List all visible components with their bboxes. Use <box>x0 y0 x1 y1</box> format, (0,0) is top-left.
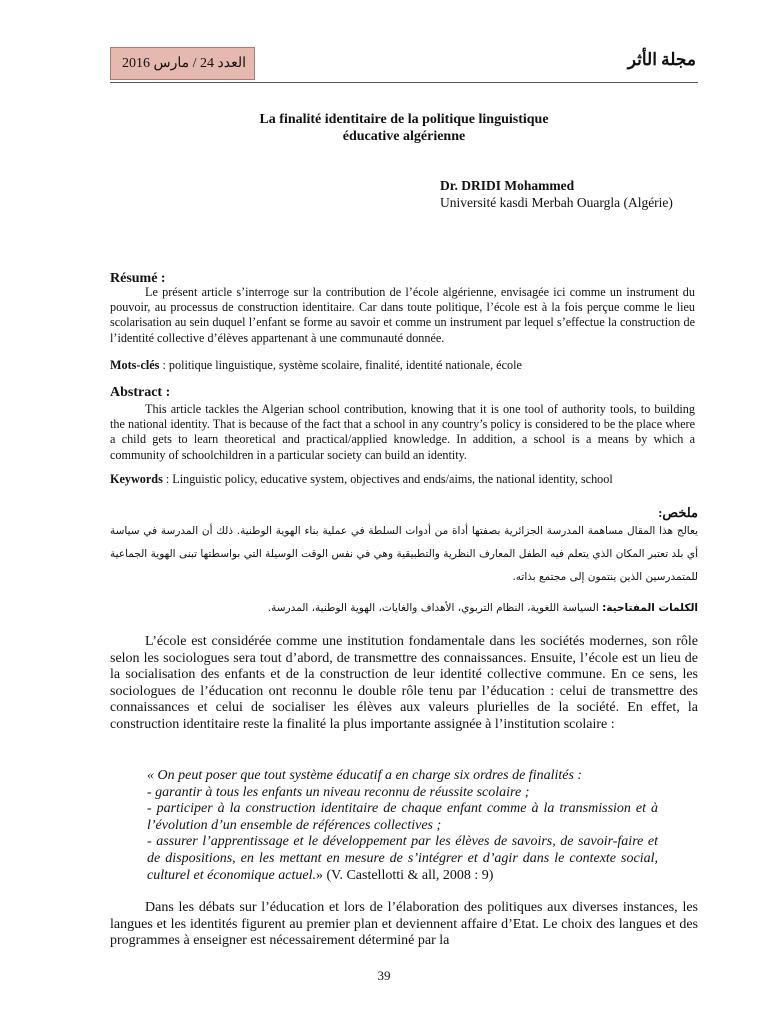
title-line-2: éducative algérienne <box>342 129 466 144</box>
quote-line-4-text: - assurer l’apprentissage et le développement par les élèves de savoirs, de savoir-faire et de dispositions, en les mettant en mesure de s’intégrer et d’agir dans le contexte social, culturel et économique actuel. <box>147 834 658 883</box>
author-name: Dr. DRIDI Mohammed <box>440 178 575 193</box>
quote-line-3: - participer à la construction identitaire de chaque enfant comme à la transmission et à l’évolution d’un ensemble de références collectives ; <box>147 801 658 833</box>
mots-cles-label: Mots-clés <box>110 358 160 372</box>
arabic-summary-text: يعالج هذا المقال مساهمة المدرسة الجزائرية بصفتها أداة من أدوات السلطة في عملية بناء الهوية الوطنية. ذلك أن المدرسة في سياسة أي بلد تعتبر المكان الذي يتعلم فيه الطفل المعارف النظرية والتطبيقية وهي في نفس الوقت الوسيلة التي بواسطتها تبنى الهوية الجماعية للمتمدرسين الذين ينتمون إلى مجتمع بذاته. <box>110 525 698 583</box>
arabic-keywords-text: السياسة اللغوية، النظام التربوي، الأهداف والغايات، الهوية الوطنية، المدرسة. <box>267 602 603 614</box>
author-affiliation: Université kasdi Merbah Ouargla (Algérie) <box>440 195 673 210</box>
quote-citation: » (V. Castellotti & all, 2008 : 9) <box>315 867 494 883</box>
article-title <box>110 111 698 145</box>
arabic-summary-heading: ملخص: <box>658 505 698 520</box>
abstract-text: This article tackles the Algerian school contribution, knowing that it is one tool of authority tools, to building the national identity. That is because of the fact that a school in any country’s policy is considered to be the place where a child gets to learn theoretical and practical/applied knowledge. In addition, a school is a means by which a community of schoolchildren in a particular society can build an identity. <box>110 402 695 462</box>
issue-header-box <box>110 47 255 80</box>
keywords-text: : Linguistic policy, educative system, objectives and ends/aims, the national identity, school <box>162 472 613 486</box>
quote-line-1: « On peut poser que tout système éducatif a en charge six ordres de finalités : <box>147 768 583 783</box>
resume-text: Le présent article s’interroge sur la contribution de l’école algérienne, envisagée ici comme un instrument du pouvoir, au processus de construction identitaire. Car dans toute politique, l’école est à la fois perçue comme le lieu scolarisation au sein duquel l’enfant se forme au savoir et comme un instrument par lequel s’effectue la construction de l’identité collective d’élèves appartenant à une communauté donnée. <box>110 285 695 345</box>
mots-cles <box>110 358 700 373</box>
keywords-label: Keywords <box>110 472 163 486</box>
resume-heading: Résumé : <box>110 271 166 286</box>
arabic-keywords-label: الكلمات المفتاحية: <box>602 602 698 614</box>
block-quote <box>147 768 658 884</box>
author-block <box>440 177 673 211</box>
keywords <box>110 472 700 487</box>
quote-line-4 <box>147 834 658 884</box>
issue-label: العدد 24 / مارس 2016 <box>121 56 246 71</box>
mots-cles-text: : politique linguistique, système scolaire, finalité, identité nationale, école <box>159 358 522 372</box>
body-paragraph-2: Dans les débats sur l’éducation et lors de l’élaboration des politiques aux diverses instances, les langues et les identités figurent au premier plan et deviennent affaire d’Etat. Le choix des langues et des programmes à enseigner est nécessairement déterminé par la <box>110 900 698 949</box>
title-line-1: La finalité identitaire de la politique linguistique <box>259 112 549 127</box>
body-paragraph-1: L’école est considérée comme une institution fondamentale dans les sociétés modernes, son rôle selon les sociologues sera tout d’abord, de transmettre des connaissances. Ensuite, l’école est un lieu de la socialisation des enfants et de la construction de leur identité collective commune. En ce sens, les sociologues de l’éducation ont reconnu le double rôle tenu par l’éducation : celui de transmettre des connaissances et celui de socialiser les élèves aux valeurs plurielles de la société. En effet, la construction identitaire reste la finalité la plus importante assignée à l’institution scolaire : <box>110 634 698 732</box>
page-number: 39 <box>377 968 391 983</box>
abstract-heading: Abstract : <box>110 385 171 400</box>
quote-line-2: - garantir à tous les enfants un niveau reconnu de réussite scolaire ; <box>147 784 530 800</box>
arabic-keywords <box>110 600 698 616</box>
header-rule <box>110 82 698 83</box>
journal-logo: مجلة الأثر <box>627 50 696 69</box>
